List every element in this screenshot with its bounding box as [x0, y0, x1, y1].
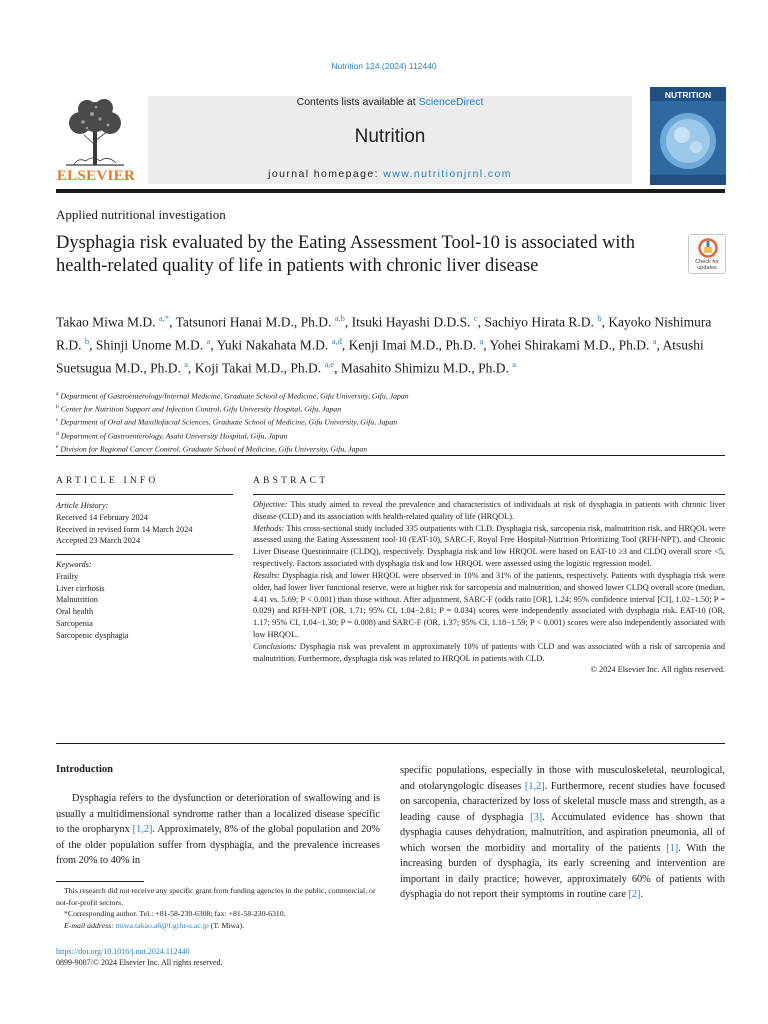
- keywords-block: [56, 559, 236, 642]
- keyword-item: Sarcopenia: [56, 618, 93, 628]
- affiliation-key: e: [56, 443, 59, 450]
- affiliation-text: Department of Oral and Maxillofacial Sciences, Graduate School of Medicine, Gifu University, Gifu, Japan: [58, 417, 398, 427]
- author-affiliation-marker[interactable]: a: [512, 359, 517, 369]
- author-name[interactable]: Shinji Unome M.D.: [95, 337, 204, 353]
- article-info-heading: ARTICLE INFO: [56, 476, 159, 486]
- affiliation-item: [56, 442, 725, 455]
- results-text: Dysphagia risk and lower HRQOL were observed in 10% and 31% of the patients, respectively. Patients with dysphagia risk were older, had lower liver functional reserve, were at higher risk for sarcopenia and malnutrition, and showed lower CLDQ overall score (median, 4.41 vs. 5.69; P < 0.001) than those without. After adjustment, SARC-F (odds ratio [OR], 1.24; 95% confidence interval [CI], 1.02−1.50; P = 0.029) and RFH-NPT (OR, 1.71; 95% CI, 1.04−2.81; P = 0.034) scores were independently associated with dysphagia risk. EAT-10 (OR, 1.17; 95% CI, 1.04−1.30; P = 0.008) and SARC-F (OR, 1.37; 95% CI, 1.18−1.59; P < 0.001) scores were also independently associated with low HRQOL.: [253, 570, 725, 639]
- keyword-list: [56, 571, 236, 642]
- affiliation-item: [56, 429, 725, 442]
- author-name[interactable]: Sachiyo Hirata R.D.: [484, 314, 594, 330]
- crossmark-label: Check for updates: [695, 259, 719, 271]
- author-affiliation-marker[interactable]: a,d: [331, 336, 342, 346]
- author-affiliation-marker[interactable]: b: [84, 336, 90, 346]
- keywords-divider: [56, 554, 233, 555]
- doi-link[interactable]: https://doi.org/10.1016/j.nut.2024.112440: [56, 947, 190, 956]
- cover-title: NUTRITION: [664, 90, 712, 100]
- abstract-methods: [253, 523, 725, 570]
- issn-line: 0899-9007/© 2024 Elsevier Inc. All rights reserved.: [56, 958, 223, 967]
- contents-line: [148, 96, 632, 108]
- objective-text: This study aimed to reveal the prevalence and characteristics of individuals at risk of dysphagia in patients with chronic liver disease (CLD) and its association with health-related quality of life (HRQOL).: [253, 500, 725, 521]
- author-name[interactable]: Masahito Shimizu M.D., Ph.D.: [340, 360, 509, 376]
- author-name[interactable]: Takao Miwa M.D.: [56, 314, 156, 330]
- abstract-copyright: © 2024 Elsevier Inc. All rights reserved.: [590, 665, 725, 675]
- citation-link[interactable]: [1]: [666, 842, 679, 854]
- author-affiliation-marker[interactable]: a: [206, 336, 211, 346]
- methods-text: This cross-sectional study included 335 outpatients with CLD. Dysphagia risk, sarcopenia risk, malnutrition risk, and HRQOL were assessed using the Eating Assessment tool-10 (EAT-10), SARC-F, Royal Free Hospital-Nutrition Prioritizing Tool (RFH-NPT), and Chronic Liver Disease Questionnaire (CLDQ), respectively. Dysphagia risk and low HRQOL were based on EAT-10 ≥3 and CLDQ overall score <5, respectively. Factors associated with dysphagia risk and low HRQOL were assessed using the logistic regression model.: [253, 523, 725, 569]
- abstract-divider: [253, 494, 725, 495]
- section-divider: [56, 455, 725, 456]
- right-text-5: .: [640, 889, 644, 900]
- author-list: Takao Miwa M.D. $^{a,*}$, Tatsunori Hanai M.D., Ph.D. $^{a,b}$, Itsuki Hayashi D.D.S. $^c$, Sachiyo Hirata R.D. $^b$, Kayoko Nishimura R.D. $^b$, Shinji Unome M.D. $^a$, Yuki Nakahata M.D. $^{a,d}$, Kenji Imai M.D., Ph.D. $^a$, Yohei Shirakami M.D., Ph.D. $^a$, Atsushi Suetsugua M.D., Ph.D. $^a$, Koji Takai M.D., Ph.D. $^{a,e}$, Masahito Shimizu M.D., Ph.D. $^a$: [56, 313, 712, 376]
- keyword-item: Sarcopenic dysphagia: [56, 630, 129, 640]
- right-text-4: . With the increasing burden of dysphagia, its early screening and intervention are important in daily practice; however, approximately 60% of patients with dysphagia do not report their symptoms in routine care: [400, 842, 725, 900]
- abstract-body: [253, 499, 725, 676]
- history-item: Accepted 23 March 2024: [56, 536, 141, 546]
- history-item: Received 14 February 2024: [56, 512, 148, 522]
- check-for-updates-button[interactable]: [688, 234, 726, 274]
- journal-citation[interactable]: Nutrition 124 (2024) 112440: [331, 61, 437, 71]
- author-affiliation-marker[interactable]: a: [652, 336, 657, 346]
- keyword-item: Frailty: [56, 571, 79, 581]
- journal-name: Nutrition: [354, 126, 426, 147]
- affiliation-text: Department of Gastroenterology/Internal Medicine, Graduate School of Medicine, Gifu University, Gifu, Japan: [58, 391, 409, 401]
- author-affiliation-marker[interactable]: a: [184, 359, 189, 369]
- affiliation-key: d: [56, 430, 59, 437]
- footnote-divider: [56, 881, 144, 882]
- elsevier-wordmark: ELSEVIER: [56, 168, 136, 184]
- left-text-2: . Approximately, 8% of the global population and 20% of the older population suffer from dysphagia, and the prevalence increases from 20% to 40% in: [56, 824, 381, 866]
- article-title: Dysphagia risk evaluated by the Eating Assessment Tool-10 is associated with health-related quality of life in patients with chronic liver disease: [56, 233, 635, 276]
- affiliation-item: [56, 389, 725, 402]
- sciencedirect-link[interactable]: ScienceDirect: [418, 96, 484, 108]
- author-affiliation-marker[interactable]: b: [597, 313, 602, 323]
- header-divider: [56, 189, 725, 193]
- history-list: [56, 512, 236, 547]
- keywords-label: Keywords:: [56, 560, 92, 569]
- citation-link[interactable]: [1,2]: [132, 824, 153, 835]
- author-name[interactable]: Koji Takai M.D., Ph.D.: [194, 360, 322, 376]
- author-name[interactable]: Yohei Shirakami M.D., Ph.D.: [489, 337, 650, 353]
- left-text-1: Dysphagia refers to the dysfunction or deterioration of swallowing and is usually a multidimensional syndrome rather than a localized disease specific to the oropharynx: [56, 793, 380, 835]
- author-name[interactable]: Kayoko Nishimura R.D.: [56, 314, 712, 353]
- info-divider: [56, 494, 233, 495]
- footnotes: [56, 885, 380, 931]
- corresponding-note: *Corresponding author. Tel.: +81-58-230-6308; fax: +81-58-230-6310.: [64, 909, 286, 918]
- affiliation-text: Department of Gastroenterology, Asahi University Hospital, Gifu, Japan: [58, 431, 288, 441]
- journal-homepage: [148, 168, 632, 180]
- email-label: E-mail address:: [64, 920, 116, 930]
- author-affiliation-marker[interactable]: a: [479, 336, 484, 346]
- author-name[interactable]: Tatsunori Hanai M.D., Ph.D.: [175, 314, 332, 330]
- right-text-1: specific populations, especially in those with musculoskeletal, neurological, and otolaryngologic diseases: [400, 765, 725, 792]
- homepage-link[interactable]: www.nutritionjrnl.com: [383, 168, 512, 180]
- keyword-item: Oral health: [56, 607, 94, 617]
- abstract-results: [253, 570, 725, 641]
- homepage-prefix: journal homepage:: [268, 168, 384, 180]
- author-name[interactable]: Atsushi Suetsugua M.D., Ph.D.: [56, 337, 704, 376]
- author-affiliation-marker[interactable]: a,b: [334, 313, 345, 323]
- crossmark-icon: [698, 238, 718, 258]
- history-label: Article History:: [56, 501, 109, 510]
- right-text-2: . Furthermore, recent studies have focused on sarcopenia, characterized by loss of skeletal muscle mass and strength, as a leading cause of dysphagia: [400, 780, 725, 823]
- affiliation-item: [56, 415, 725, 428]
- citation-link[interactable]: [2]: [628, 889, 641, 900]
- affiliation-item: [56, 402, 725, 415]
- keyword-item: Malnutrition: [56, 595, 98, 605]
- author-affiliation-marker[interactable]: a,e: [324, 359, 335, 369]
- history-item: Received in revised form 14 March 2024: [56, 524, 193, 534]
- body-divider: [56, 743, 725, 744]
- funding-note: This research did not receive any specific grant from funding agencies in the public, commercial, or not-for-profit sectors.: [56, 886, 376, 907]
- author-affiliation-marker[interactable]: c: [473, 313, 478, 323]
- conclusions-text: Dysphagia risk was prevalent in approximately 10% of patients with CLD and was associated with a risk of sarcopenia and malnutrition. Furthermore, dysphagia risk was related to HRQOL in patients with CLD.: [253, 641, 725, 663]
- conclusions-label: Conclusions:: [253, 641, 297, 651]
- keyword-item: Liver cirrhosis: [56, 583, 105, 593]
- affiliation-list: [56, 389, 725, 455]
- intro-paragraph-right: [400, 763, 725, 903]
- citation-link[interactable]: [1,2]: [524, 780, 545, 792]
- article-history: [56, 500, 236, 547]
- contents-prefix: Contents lists available at: [296, 96, 419, 108]
- abstract-conclusions: [253, 641, 725, 665]
- affiliation-text: Center for Nutrition Support and Infection Control, Gifu University Hospital, Gifu, Japan: [58, 404, 342, 414]
- citation-link[interactable]: [3]: [530, 811, 543, 823]
- results-label: Results:: [253, 570, 280, 580]
- affiliation-key: a: [56, 391, 59, 397]
- author-affiliation-marker[interactable]: a,*: [158, 313, 170, 323]
- affiliation-key: c: [56, 417, 59, 424]
- abstract-objective: [253, 499, 725, 523]
- right-text-3: . Accumulated evidence has shown that dysphagia causes dehydration, malnutrition, and aspiration pneumonia, all of which worsen the morbidity and mortality of the patients: [400, 811, 725, 854]
- author-name[interactable]: Yuki Nakahata M.D.: [216, 337, 329, 353]
- journal-cover-image[interactable]: [650, 87, 726, 185]
- methods-label: Methods:: [253, 523, 285, 533]
- email-suffix: (T. Miwa).: [208, 920, 245, 930]
- article-section: Applied nutritional investigation: [56, 207, 226, 222]
- introduction-heading: Introduction: [56, 764, 113, 775]
- affiliation-key: b: [56, 404, 59, 411]
- author-name[interactable]: Kenji Imai M.D., Ph.D.: [348, 337, 477, 353]
- intro-paragraph-left: [56, 791, 380, 869]
- email-link[interactable]: miwa.takao.a6@f.gifu-u.ac.jp: [115, 920, 209, 930]
- objective-label: Objective:: [253, 500, 288, 509]
- email-note: [56, 920, 380, 932]
- abstract-heading: ABSTRACT: [253, 476, 329, 486]
- author-name[interactable]: Itsuki Hayashi D.D.S.: [351, 314, 471, 330]
- affiliation-text: Division for Regional Cancer Control, Graduate School of Medicine, Gifu University, Gifu, Japan: [58, 444, 368, 454]
